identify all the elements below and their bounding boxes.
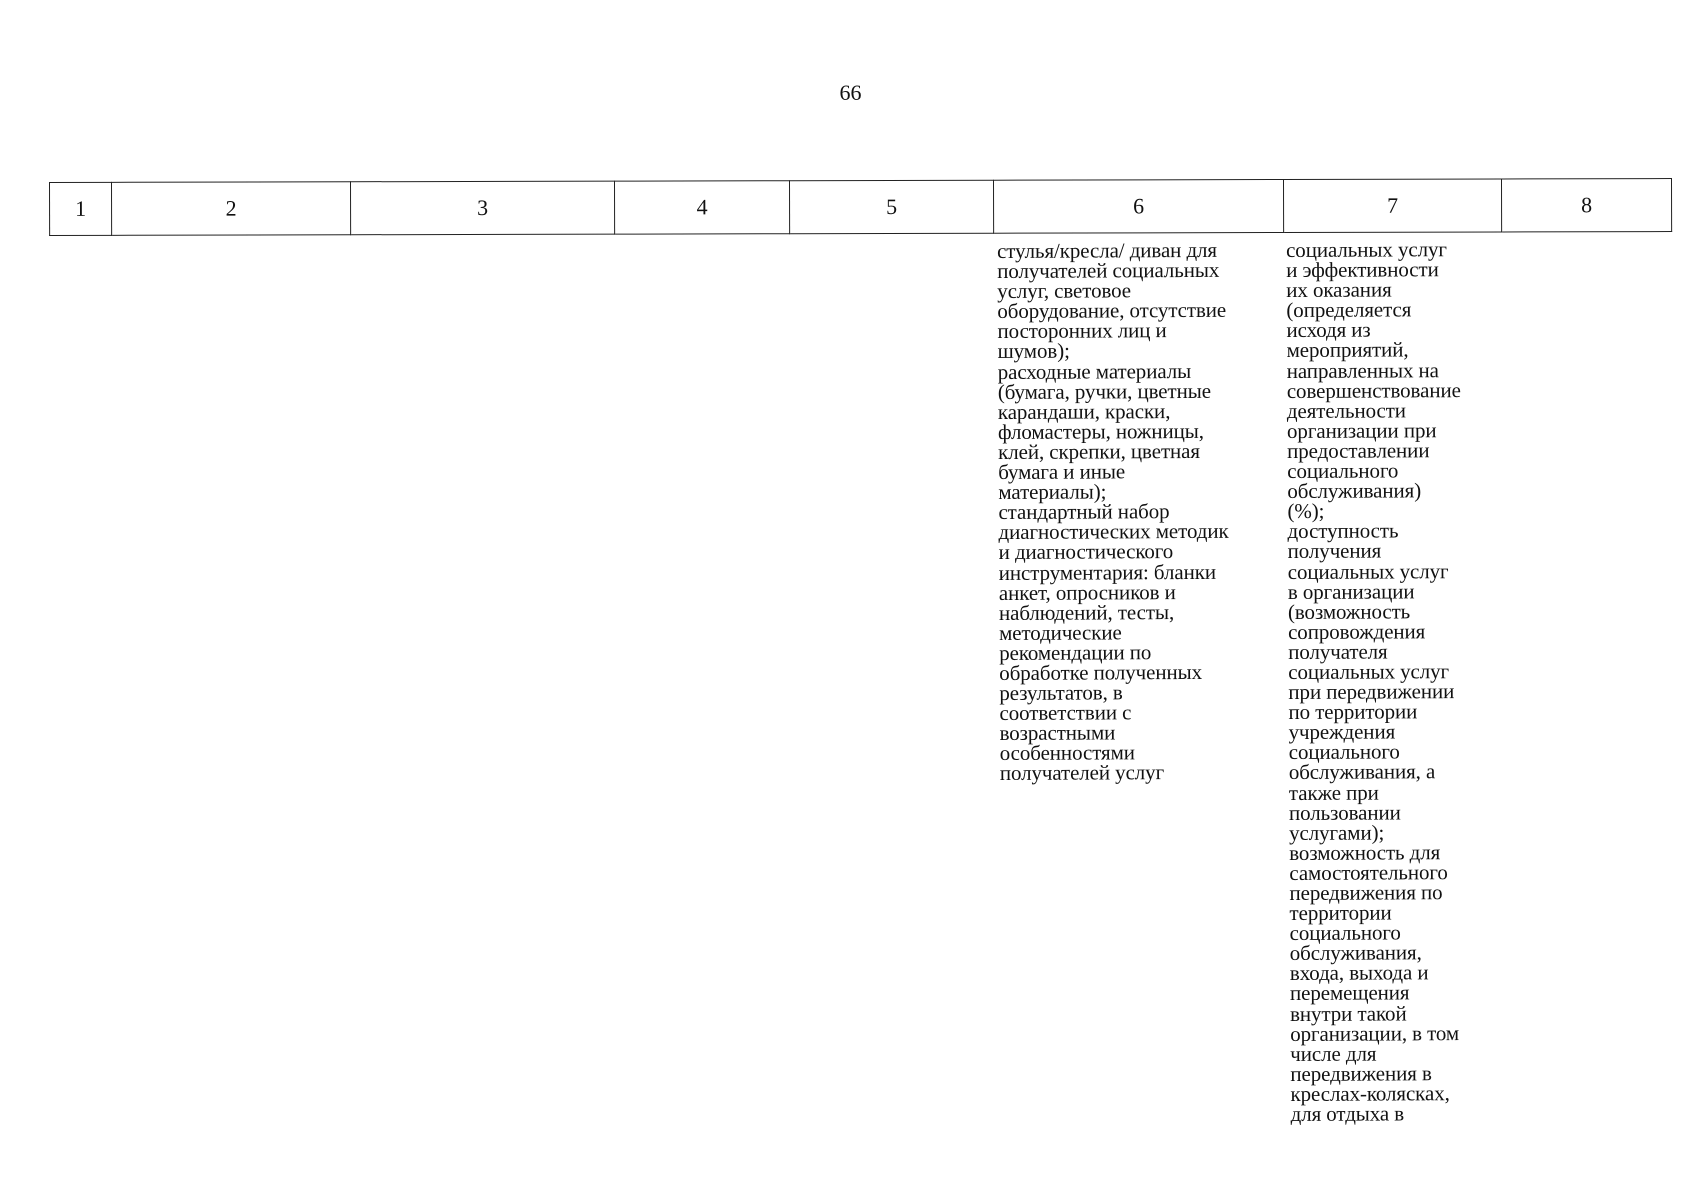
text-line: обслуживания, а <box>1288 759 1436 785</box>
text-line: услуг, световое <box>997 278 1132 304</box>
text-line: также при <box>1288 780 1379 805</box>
text-line: исходя из <box>1286 317 1371 343</box>
text-line: территории <box>1289 900 1392 926</box>
text-line: методические <box>998 620 1122 645</box>
text-line: бумага и иные <box>998 459 1126 485</box>
text-line: (бумага, ручки, цветные <box>997 378 1211 404</box>
text-line: и эффективности <box>1286 257 1439 283</box>
text-line: возрастными <box>999 720 1116 746</box>
text-line: (определяется <box>1286 297 1412 323</box>
text-line: направленных на <box>1286 357 1439 383</box>
text-line: социальных услуг <box>1288 659 1450 684</box>
text-line: особенностями <box>999 740 1135 766</box>
header-cell-7: 7 <box>1283 179 1501 233</box>
text-line: результатов, в <box>999 680 1123 706</box>
text-line: деятельности <box>1286 398 1406 423</box>
text-line: их оказания <box>1286 277 1392 303</box>
text-line: (%); <box>1287 499 1325 524</box>
text-line: креслах-колясках, <box>1290 1081 1450 1106</box>
text-line: клей, скрепки, цветная <box>998 438 1200 464</box>
text-line: анкет, опросников и <box>998 579 1176 605</box>
text-line: возможность для <box>1289 840 1441 865</box>
text-line: обслуживания) <box>1287 478 1422 504</box>
text-line: по территории <box>1288 699 1418 725</box>
text-line: передвижения в <box>1290 1061 1432 1086</box>
text-line: получателей услуг <box>999 760 1165 786</box>
text-line: оборудование, отсутствие <box>997 298 1227 324</box>
text-line: учреждения <box>1288 719 1396 745</box>
text-line: обслуживания, <box>1289 940 1422 966</box>
text-line: и диагностического <box>998 539 1174 565</box>
text-line: организации при <box>1286 418 1437 443</box>
text-line: пользовании <box>1288 800 1401 825</box>
text-line: социального <box>1289 920 1401 946</box>
text-line: мероприятий, <box>1286 337 1409 363</box>
text-line: диагностических методик <box>998 519 1229 545</box>
header-cell-5: 5 <box>789 180 993 233</box>
text-line: соответствии с <box>999 700 1132 726</box>
text-line: материалы); <box>998 479 1107 505</box>
text-line: наблюдений, тесты, <box>998 599 1175 625</box>
text-line: стандартный набор <box>998 499 1170 525</box>
text-line: социального <box>1288 739 1400 765</box>
text-line: при передвижении <box>1288 679 1455 705</box>
text-line: социальных услуг <box>1287 558 1449 584</box>
header-cell-3: 3 <box>351 181 615 235</box>
text-line: инструментария: бланки <box>998 559 1216 585</box>
text-line: совершенствование <box>1286 377 1461 403</box>
header-cell-8: 8 <box>1501 179 1671 232</box>
text-line: входа, выхода и <box>1289 960 1429 986</box>
text-line: обработке полученных <box>999 659 1203 685</box>
text-line: организации, в том <box>1290 1020 1460 1046</box>
text-line: стулья/кресла/ диван для <box>996 237 1218 263</box>
header-cell-1: 1 <box>50 182 112 235</box>
text-line: передвижения по <box>1289 880 1443 905</box>
column-7-content <box>1285 237 1465 1127</box>
column-6-content <box>996 237 1230 786</box>
header-cell-2: 2 <box>112 182 351 236</box>
text-line: шумов); <box>997 339 1070 364</box>
text-line: фломастеры, ножницы, <box>997 418 1204 444</box>
text-line: получения <box>1287 538 1382 564</box>
text-line: перемещения <box>1289 980 1410 1006</box>
text-line: социальных услуг <box>1285 237 1447 262</box>
text-line: карандаши, краски, <box>997 398 1171 424</box>
header-cell-4: 4 <box>614 181 789 234</box>
text-line: (возможность <box>1287 599 1411 624</box>
column-number-header <box>49 178 1672 236</box>
text-line: внутри такой <box>1289 1000 1407 1026</box>
text-line: доступность <box>1287 518 1399 544</box>
text-line: самостоятельного <box>1289 860 1448 885</box>
text-line: числе для <box>1290 1041 1377 1066</box>
text-line: сопровождения <box>1287 619 1426 644</box>
page-number: 66 <box>839 80 862 105</box>
text-line: социального <box>1287 458 1399 484</box>
text-line: посторонних лиц и <box>997 318 1167 344</box>
text-line: расходные материалы <box>997 358 1192 384</box>
text-line: в организации <box>1287 578 1415 604</box>
header-cell-6: 6 <box>993 179 1283 233</box>
text-line: услугами); <box>1289 820 1385 845</box>
text-line: рекомендации по <box>999 640 1152 665</box>
text-line: для отдыха в <box>1290 1101 1405 1127</box>
text-line: получателей социальных <box>997 257 1220 284</box>
text-line: предоставлении <box>1287 438 1430 463</box>
text-line: получателя <box>1288 639 1388 664</box>
header-row <box>50 179 1672 236</box>
